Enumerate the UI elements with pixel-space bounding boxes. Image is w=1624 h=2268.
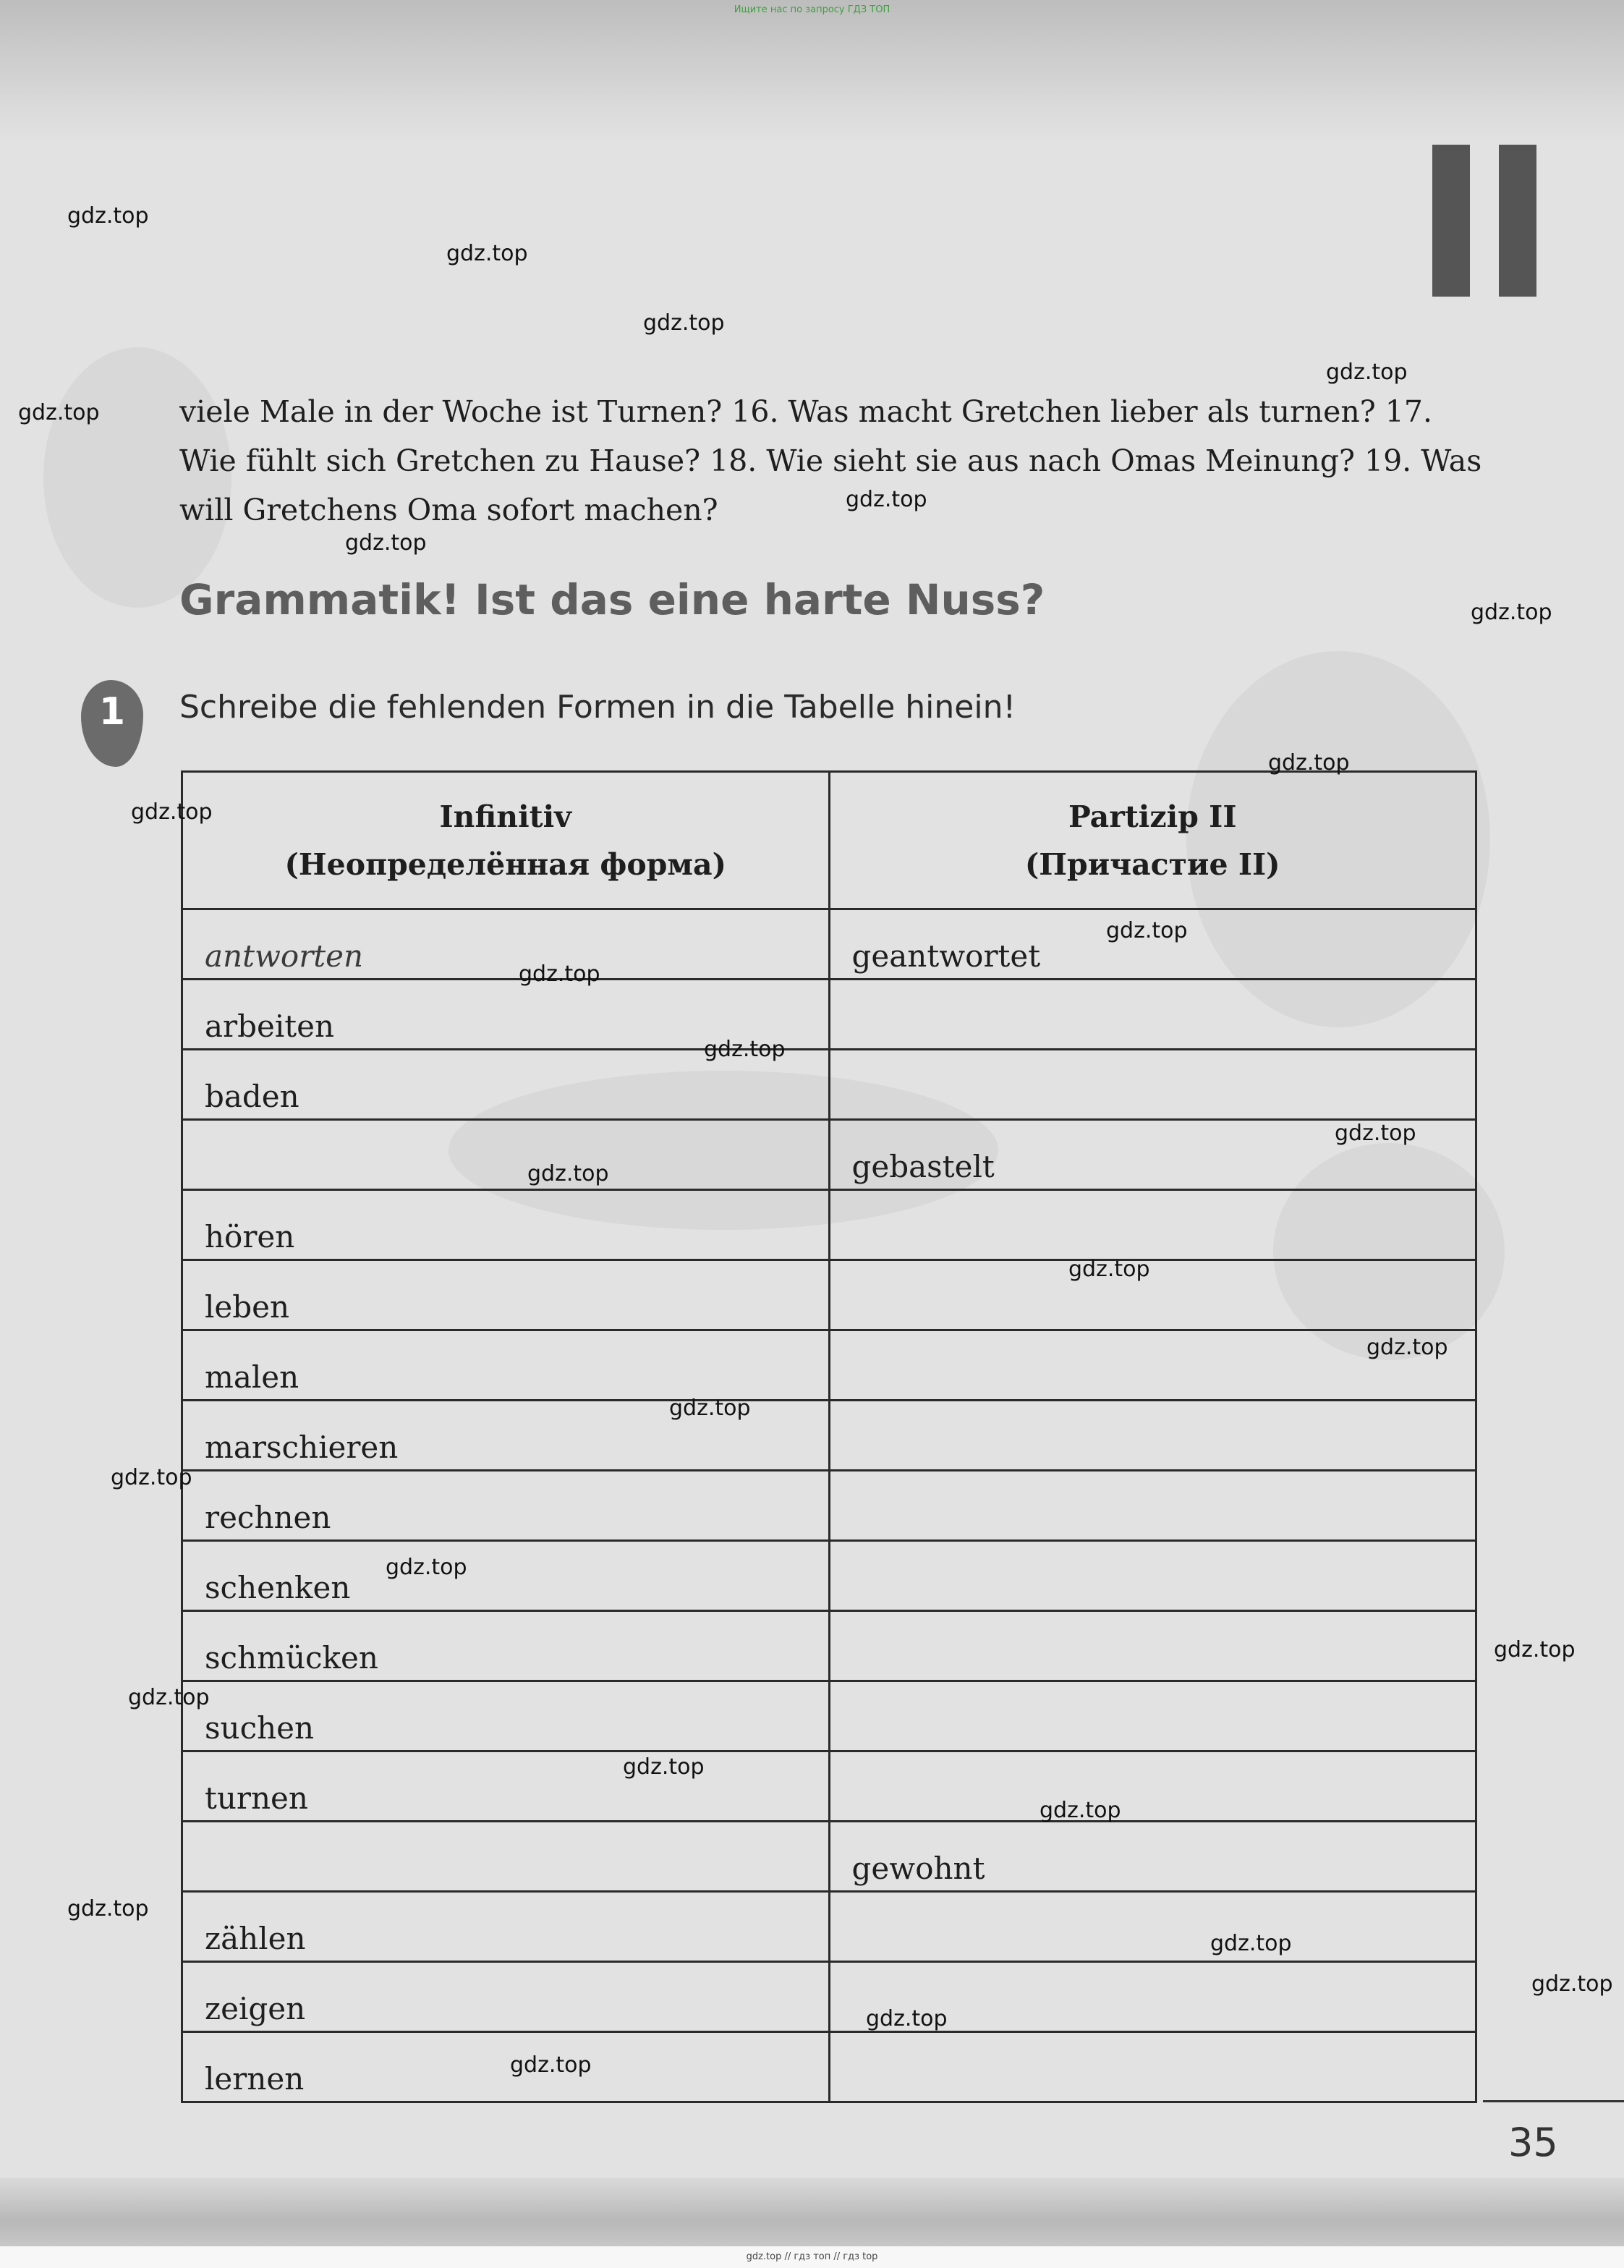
table-row [182, 1822, 1476, 1892]
watermark: gdz.top [1326, 360, 1408, 385]
scan-shadow-bottom [0, 2178, 1624, 2250]
infinitiv-cell[interactable]: hören [182, 1190, 830, 1260]
partizip-cell[interactable] [829, 1260, 1476, 1330]
partizip-cell[interactable]: geantwortet [829, 909, 1476, 980]
infinitiv-cell[interactable]: leben [182, 1260, 830, 1330]
watermark: gdz.top [446, 241, 528, 266]
partizip-cell[interactable] [829, 1611, 1476, 1681]
watermark: gdz.top [345, 530, 427, 556]
table-row [182, 2032, 1476, 2102]
watermark: gdz.top [1531, 1971, 1613, 1997]
partizip-cell[interactable] [829, 1190, 1476, 1260]
infinitiv-cell[interactable] [182, 1120, 830, 1190]
infinitiv-cell[interactable]: suchen [182, 1681, 830, 1751]
table-row [182, 909, 1476, 980]
infinitiv-cell[interactable]: schenken [182, 1541, 830, 1611]
column-subtitle: (Неопределённая форма) [284, 846, 726, 882]
column-title: Infinitiv [439, 799, 572, 834]
watermark: gdz.top [1335, 1121, 1416, 1146]
partizip-cell[interactable] [829, 1471, 1476, 1541]
watermark: gdz.top [128, 1685, 210, 1710]
infinitiv-cell[interactable]: antworten [182, 909, 830, 980]
watermark: gdz.top [669, 1396, 751, 1421]
watermark: gdz.top [704, 1037, 786, 1062]
infinitiv-cell[interactable]: rechnen [182, 1471, 830, 1541]
partizip-cell[interactable] [829, 1541, 1476, 1611]
table-row [182, 1751, 1476, 1822]
partizip-cell[interactable]: gebastelt [829, 1120, 1476, 1190]
page-number: 35 [1508, 2120, 1558, 2165]
partizip-cell[interactable] [829, 2032, 1476, 2102]
infinitiv-cell[interactable]: schmücken [182, 1611, 830, 1681]
partizip-cell[interactable] [829, 1751, 1476, 1822]
watermark: gdz.top [1494, 1637, 1576, 1662]
watermark: gdz.top [1040, 1798, 1121, 1823]
table-row [182, 1401, 1476, 1471]
infinitiv-cell[interactable]: baden [182, 1050, 830, 1120]
chapter-marker-bar [1432, 145, 1470, 297]
column-header-infinitiv [182, 772, 830, 909]
watermark: gdz.top [67, 203, 149, 229]
table-row [182, 1541, 1476, 1611]
table-row [182, 1471, 1476, 1541]
infinitiv-cell[interactable]: lernen [182, 2032, 830, 2102]
table-row [182, 1962, 1476, 2032]
watermark: gdz.top [1210, 1931, 1292, 1956]
partizip-cell[interactable] [829, 1681, 1476, 1751]
table-header-row [182, 772, 1476, 909]
table-row [182, 1681, 1476, 1751]
exercise-instruction: Schreibe die fehlenden Formen in die Tabelle hinein! [179, 689, 1016, 726]
infinitiv-cell[interactable]: zählen [182, 1892, 830, 1962]
watermark: gdz.top [18, 400, 100, 425]
chapter-marker-bar [1499, 145, 1536, 297]
table-row [182, 1611, 1476, 1681]
infinitiv-cell[interactable]: turnen [182, 1751, 830, 1822]
table-row [182, 1050, 1476, 1120]
watermark: gdz.top [527, 1161, 609, 1186]
watermark: gdz.top [111, 1465, 192, 1490]
watermark: gdz.top [510, 2052, 592, 2078]
table-row [182, 1260, 1476, 1330]
watermark: gdz.top [623, 1754, 705, 1780]
footer-note: gdz.top // гдз топ // гдз top [746, 2251, 878, 2262]
section-heading: Grammatik! Ist das eine harte Nuss? [179, 575, 1045, 624]
watermark: gdz.top [519, 961, 600, 987]
partizip-cell[interactable] [829, 980, 1476, 1050]
table-row [182, 1120, 1476, 1190]
infinitiv-cell[interactable]: malen [182, 1330, 830, 1401]
partizip-cell[interactable] [829, 1892, 1476, 1962]
watermark: gdz.top [131, 799, 213, 825]
exercise-number: 1 [98, 690, 126, 734]
column-title: Partizip II [1068, 799, 1237, 834]
questions-text: viele Male in der Woche ist Turnen? 16. Was macht Gretchen lieber als turnen? 17. Wie fühlt sich Gretchen zu Hause? 18. Wie sieht sie aus nach Omas Meinung? 19. Was will Gretchens Oma sofort machen? [179, 394, 1482, 527]
watermark: gdz.top [1068, 1257, 1150, 1282]
table-row [182, 980, 1476, 1050]
watermark: gdz.top [1268, 750, 1350, 776]
infinitiv-cell[interactable]: zeigen [182, 1962, 830, 2032]
infinitiv-cell[interactable]: marschieren [182, 1401, 830, 1471]
infinitiv-cell[interactable]: arbeiten [182, 980, 830, 1050]
watermark: gdz.top [386, 1555, 467, 1580]
scan-shadow-top [0, 0, 1624, 145]
column-subtitle: (Причастие II) [1024, 846, 1280, 882]
table-row [182, 1330, 1476, 1401]
watermark: gdz.top [643, 310, 725, 336]
verb-forms-table [181, 770, 1477, 2103]
partizip-cell[interactable]: gewohnt [829, 1822, 1476, 1892]
table-row [182, 1190, 1476, 1260]
watermark: gdz.top [1471, 600, 1552, 625]
partizip-cell[interactable] [829, 1401, 1476, 1471]
watermark: gdz.top [67, 1896, 149, 1921]
partizip-cell[interactable] [829, 1050, 1476, 1120]
exercise-number-badge [81, 680, 143, 767]
watermark: gdz.top [1106, 918, 1188, 943]
header-note: Ищите нас по запросу ГДЗ ТОП [734, 4, 890, 15]
watermark: gdz.top [1366, 1335, 1448, 1360]
page-number-rule [1483, 2100, 1624, 2102]
column-header-partizip [829, 772, 1476, 909]
watermark: gdz.top [866, 2006, 948, 2031]
infinitiv-cell[interactable] [182, 1822, 830, 1892]
watermark: gdz.top [846, 487, 927, 512]
